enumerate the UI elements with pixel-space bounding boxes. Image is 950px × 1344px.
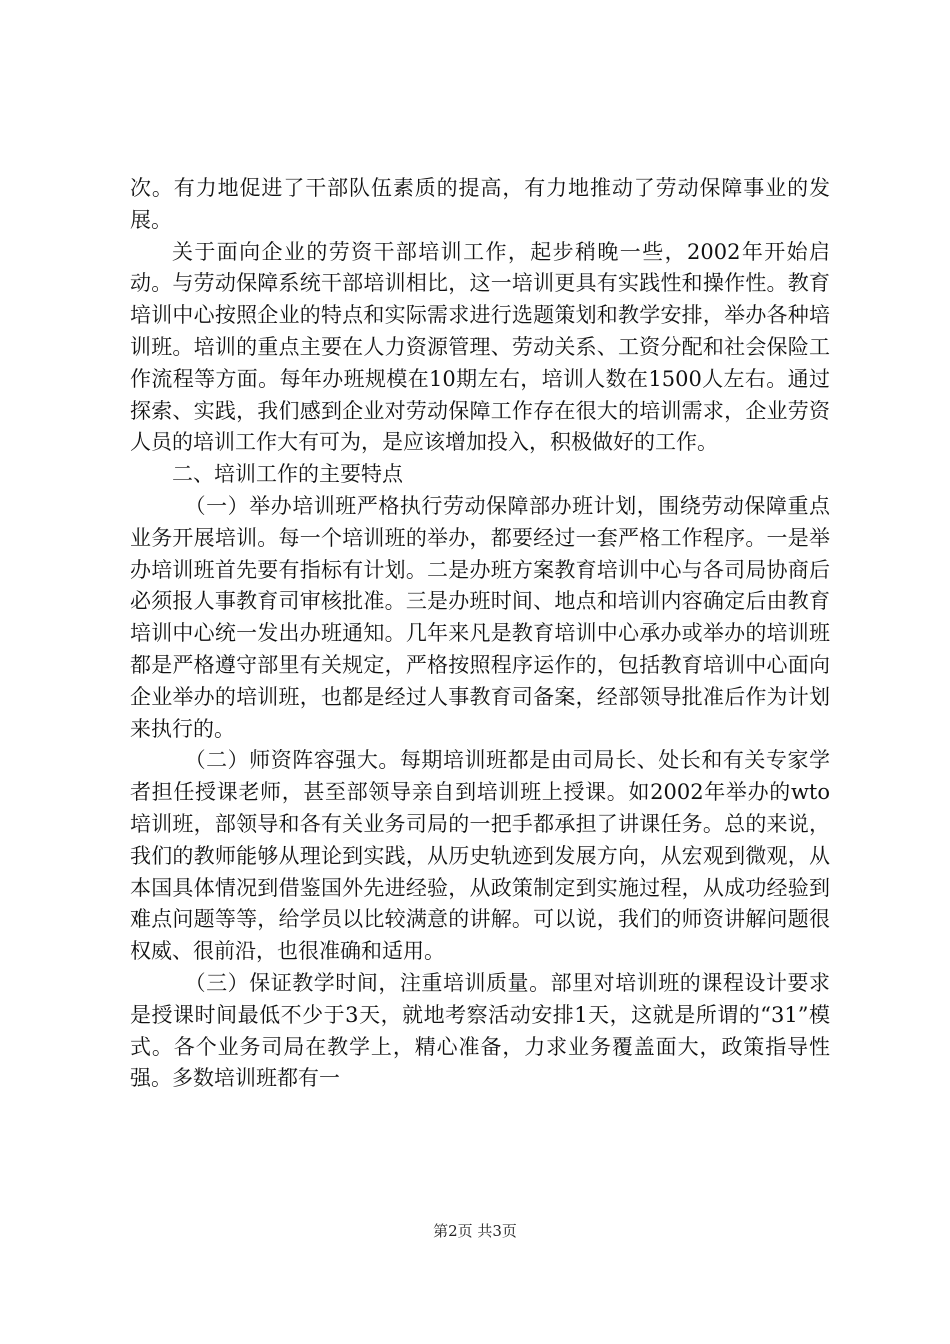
paragraph-feature-three: （三）保证教学时间，注重培训质量。部里对培训班的课程设计要求是授课时间最低不少于3天，就地考察活动安排1天，这就是所谓的“31”模式。各个业务司局在教学上，精心准备，力求业务覆盖面大，政策指导性强。多数培训班都有一 <box>130 970 830 1091</box>
paragraph-feature-two: （二）师资阵容强大。每期培训班都是由司局长、处长和有关专家学者担任授课老师，甚至部领导亲自到培训班上授课。如2002年举办的wto培训班，部领导和各有关业务司局的一把手都承担了讲课任务。总的来说，我们的教师能够从理论到实践，从历史轨迹到发展方向，从宏观到微观，从本国具体情况到借鉴国外先进经验，从政策制定到实施过程，从成功经验到难点问题等等，给学员以比较满意的讲解。可以说，我们的师资讲解问题很权威、很前沿，也很准确和适用。 <box>130 748 830 964</box>
page-footer: 第2页 共3页 <box>433 1222 517 1240</box>
paragraph-continuation: 次。有力地促进了干部队伍素质的提高，有力地推动了劳动保障事业的发展。 <box>130 176 830 232</box>
section-heading-main-features: 二、培训工作的主要特点 <box>172 462 403 487</box>
document-body <box>130 173 830 1095</box>
paragraph-enterprise-training: 关于面向企业的劳资干部培训工作，起步稍晚一些，2002年开始启动。与劳动保障系统干部培训相比，这一培训更具有实践性和操作性。教育培训中心按照企业的特点和实际需求进行选题策划和教学安排，举办各种培训班。培训的重点主要在人力资源管理、劳动关系、工资分配和社会保险工作流程等方面。每年办班规模在10期左右，培训人数在1500人左右。通过探索、实践，我们感到企业对劳动保障工作存在很大的培训需求，企业劳资人员的培训工作大有可为，是应该增加投入，积极做好的工作。 <box>130 239 830 455</box>
paragraph-feature-one: （一）举办培训班严格执行劳动保障部办班计划，围绕劳动保障重点业务开展培训。每一个培训班的举办，都要经过一套严格工作程序。一是举办培训班首先要有指标有计划。二是办班方案教育培训中心与各司局协商后必须报人事教育司审核批准。三是办班时间、地点和培训内容确定后由教育培训中心统一发出办班通知。几年来凡是教育培训中心承办或举办的培训班都是严格遵守部里有关规定，严格按照程序运作的，包括教育培训中心面向企业举办的培训班，也都是经过人事教育司备案，经部领导批准后作为计划来执行的。 <box>130 493 830 741</box>
